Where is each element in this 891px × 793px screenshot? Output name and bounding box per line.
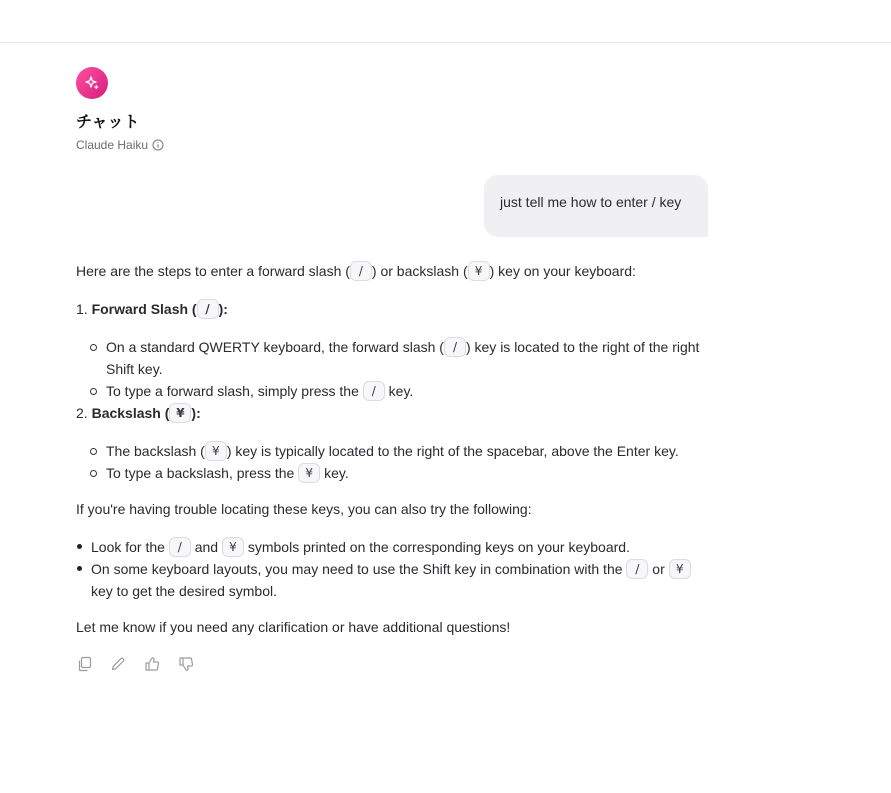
item-text: To type a forward slash, simply press the	[106, 383, 363, 399]
sparkle-icon	[84, 75, 100, 91]
item-text: Look for the	[91, 539, 169, 555]
copy-button[interactable]	[76, 655, 92, 673]
intro-text: ) key on your keyboard:	[489, 263, 636, 279]
tips-list	[76, 536, 716, 602]
step-title	[92, 301, 228, 317]
list-item	[76, 336, 716, 380]
list-item	[76, 536, 716, 558]
item-text: symbols printed on the corresponding keys on your keyboard.	[243, 539, 630, 555]
key-badge: ¥	[468, 261, 490, 281]
item-text: key to get the desired symbol.	[91, 583, 277, 599]
step-title-text: Forward Slash (	[91, 301, 197, 317]
item-text: The backslash (	[106, 443, 205, 459]
item-text: or	[648, 561, 669, 577]
step-2-heading	[76, 402, 716, 424]
key-badge: /	[350, 261, 372, 281]
user-message-text: just tell me how to enter / key	[500, 194, 682, 210]
key-badge: /	[363, 381, 385, 401]
edit-button[interactable]	[110, 655, 126, 673]
item-text: ) key is located to the right of the right Shift key.	[106, 339, 700, 377]
item-text: key.	[384, 383, 414, 399]
item-text: key.	[320, 465, 349, 481]
step-title-text: ):	[191, 405, 201, 421]
bot-avatar	[76, 67, 108, 99]
key-badge: /	[444, 337, 466, 357]
answer-intro	[76, 260, 716, 282]
step-title-text: Backslash (	[91, 405, 170, 421]
item-text: and	[190, 539, 222, 555]
key-badge: ¥	[298, 463, 320, 483]
step-1-list	[76, 336, 716, 402]
thumbs-up-button[interactable]	[144, 655, 160, 673]
key-badge: /	[197, 299, 219, 319]
key-badge: /	[169, 537, 191, 557]
step-1-heading	[76, 298, 716, 320]
key-badge: ¥	[669, 559, 691, 579]
item-text: To type a backslash, press the	[106, 465, 299, 481]
list-item	[76, 380, 716, 402]
key-badge: ¥	[205, 441, 227, 461]
intro-text: ) or backslash (	[371, 263, 468, 279]
chat-header	[76, 67, 164, 152]
chat-title: チャット	[76, 112, 140, 131]
trouble-paragraph: If you're having trouble locating these keys, you can also try the following:	[76, 501, 532, 517]
step-2-list	[76, 440, 716, 484]
key-badge: /	[626, 559, 648, 579]
list-item	[76, 558, 716, 602]
closing-paragraph: Let me know if you need any clarification or have additional questions!	[76, 619, 511, 635]
message-actions	[76, 655, 194, 673]
intro-text: Here are the steps to enter a forward slash (	[76, 263, 350, 279]
model-name: Claude Haiku	[76, 138, 149, 152]
edit-icon	[110, 656, 126, 672]
step-number: 2.	[76, 405, 88, 421]
item-text: On some keyboard layouts, you may need to use the Shift key in combination with the	[91, 561, 627, 577]
key-badge: ¥	[169, 403, 191, 423]
thumbs-down-button[interactable]	[178, 655, 194, 673]
step-number: 1.	[76, 301, 88, 317]
user-message-bubble	[484, 175, 708, 237]
item-text: ) key is typically located to the right of the spacebar, above the Enter key.	[226, 443, 679, 459]
step-title	[92, 405, 201, 421]
top-divider	[0, 42, 891, 43]
step-title-text: ):	[218, 301, 228, 317]
thumbs-up-icon	[144, 656, 160, 672]
thumbs-down-icon	[178, 656, 194, 672]
item-text: On a standard QWERTY keyboard, the forward slash (	[106, 339, 444, 355]
assistant-message	[76, 260, 716, 638]
copy-icon	[77, 656, 92, 672]
key-badge: ¥	[222, 537, 244, 557]
model-label	[76, 138, 164, 152]
info-icon[interactable]	[152, 139, 164, 151]
list-item	[76, 440, 716, 462]
list-item	[76, 462, 716, 484]
